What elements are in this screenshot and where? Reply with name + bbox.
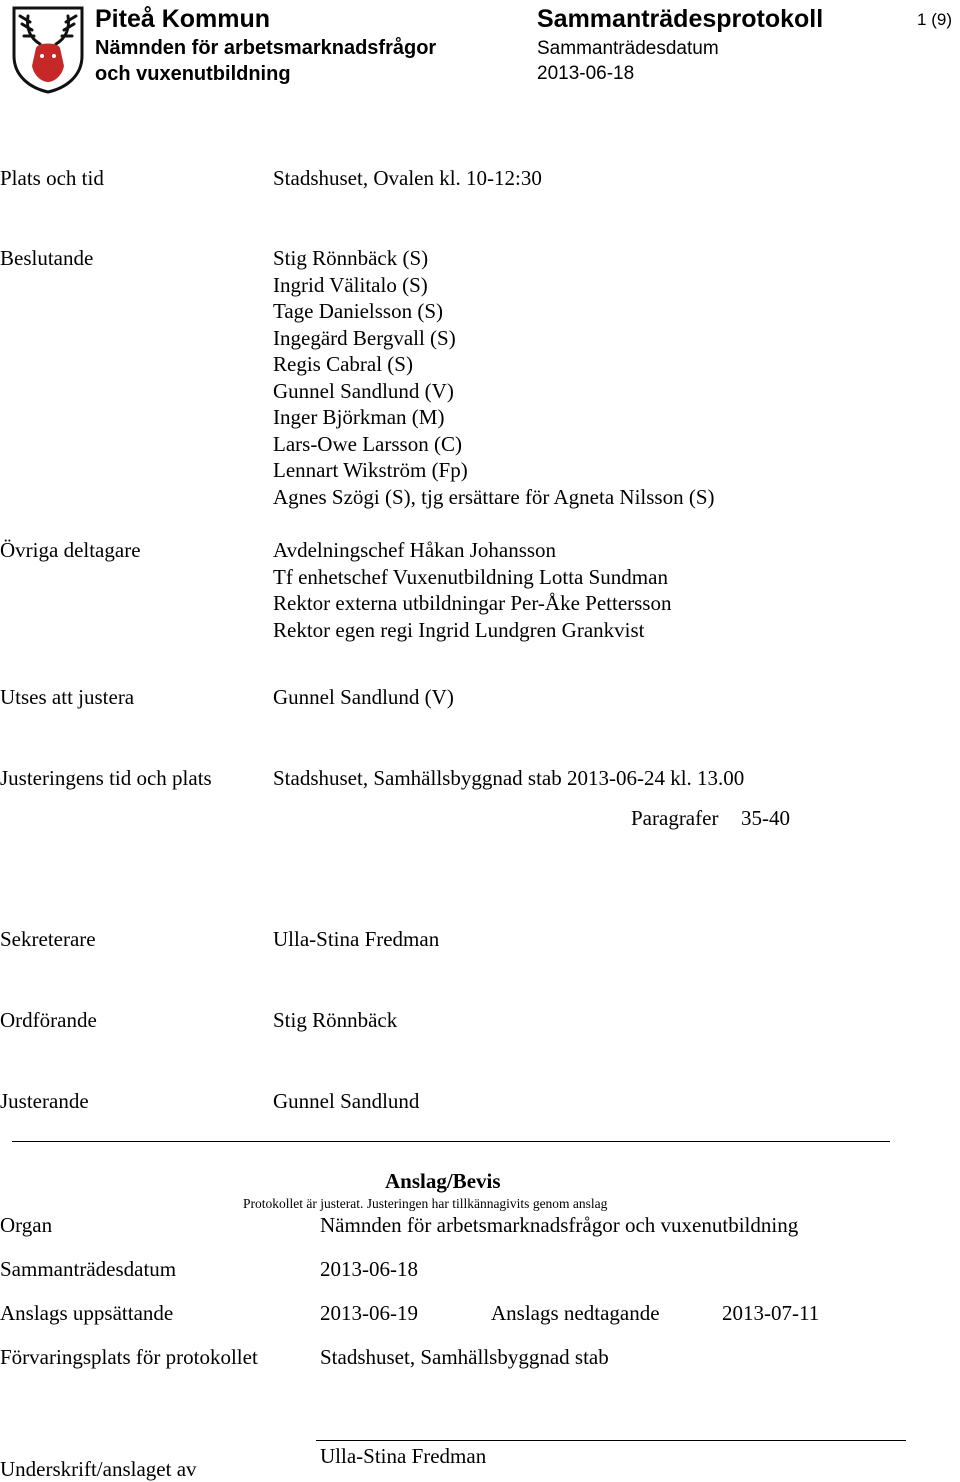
- list-item: Lars-Owe Larsson (C): [273, 431, 462, 456]
- list-item: Stig Rönnbäck (S): [273, 246, 429, 270]
- list-item: Gunnel Sandlund (V): [273, 378, 454, 403]
- org-name: Piteå Kommun: [95, 5, 271, 33]
- list-item: Rektor egen regi Ingrid Lundgren Grankvist: [273, 617, 645, 642]
- ovriga-label: Övriga deltagare: [0, 538, 141, 562]
- plats-value: Stadshuset, Ovalen kl. 10-12:30: [273, 166, 542, 190]
- utses-value: Gunnel Sandlund (V): [273, 685, 454, 709]
- beslutande-label: Beslutande: [0, 246, 94, 270]
- list-item: Regis Cabral (S): [273, 352, 413, 376]
- paragrafer-label: Paragrafer: [631, 806, 719, 830]
- beslutande-list: [273, 245, 715, 510]
- utses-label: Utses att justera: [0, 685, 135, 709]
- datum-value: 2013-06-18: [320, 1257, 418, 1281]
- ovriga-list: [273, 537, 671, 643]
- date-value: 2013-06-18: [537, 63, 635, 84]
- sekreterare-name: Ulla-Stina Fredman: [273, 927, 440, 951]
- reindeer-crest-icon: [10, 4, 86, 94]
- anslag-subtitle: Protokollet är justerat. Justeringen har tillkännagivits genom anslag: [243, 1196, 608, 1211]
- ordforande-label: Ordförande: [0, 1008, 97, 1032]
- committee-line-1: Nämnden för arbetsmarknadsfrågor: [95, 37, 437, 59]
- list-item: Rektor externa utbildningar Per-Åke Pettersson: [273, 591, 672, 615]
- nedtagande-label: Anslags nedtagande: [491, 1301, 660, 1325]
- justering-label: Justeringens tid och plats: [0, 766, 212, 790]
- justering-value: Stadshuset, Samhällsbyggnad stab 2013-06-24 kl. 13.00: [273, 766, 745, 790]
- list-item: Tage Danielsson (S): [273, 299, 443, 323]
- list-item: Inger Björkman (M): [273, 405, 445, 429]
- forvaring-label: Förvaringsplats för protokollet: [0, 1345, 258, 1369]
- divider: [12, 1141, 890, 1142]
- organ-label: Organ: [0, 1213, 53, 1237]
- uppsattande-value: 2013-06-19: [320, 1301, 418, 1325]
- nedtagande-value: 2013-07-11: [722, 1301, 820, 1325]
- date-label: Sammanträdesdatum: [537, 38, 719, 59]
- list-item: Tf enhetschef Vuxenutbildning Lotta Sundman: [273, 564, 668, 589]
- ordforande-name: Stig Rönnbäck: [273, 1008, 398, 1032]
- list-item: Ingegärd Bergvall (S): [273, 325, 456, 350]
- organ-value: Nämnden för arbetsmarknadsfrågor och vuxenutbildning: [320, 1213, 799, 1237]
- list-item: Ingrid Välitalo (S): [273, 272, 428, 297]
- list-item: Avdelningschef Håkan Johansson: [273, 538, 557, 562]
- justerande-label: Justerande: [0, 1089, 89, 1113]
- underskrift-label: Underskrift/anslaget av: [0, 1457, 197, 1481]
- uppsattande-label: Anslags uppsättande: [0, 1301, 174, 1325]
- list-item: Lennart Wikström (Fp): [273, 458, 468, 482]
- underskrift-name: Ulla-Stina Fredman: [320, 1444, 487, 1468]
- forvaring-value: Stadshuset, Samhällsbyggnad stab: [320, 1345, 609, 1369]
- list-item: Agnes Szögi (S), tjg ersättare för Agneta Nilsson (S): [273, 484, 715, 509]
- sekreterare-label: Sekreterare: [0, 927, 96, 951]
- datum-label: Sammanträdesdatum: [0, 1257, 177, 1281]
- anslag-title: Anslag/Bevis: [385, 1169, 501, 1193]
- plats-label: Plats och tid: [0, 166, 104, 190]
- paragrafer-value: 35-40: [741, 806, 790, 830]
- signature-line: [316, 1440, 906, 1441]
- justerande-name: Gunnel Sandlund: [273, 1089, 420, 1113]
- page-number: 1 (9): [917, 10, 952, 29]
- committee-line-2: och vuxenutbildning: [95, 63, 291, 85]
- document-type: Sammanträdesprotokoll: [537, 5, 824, 33]
